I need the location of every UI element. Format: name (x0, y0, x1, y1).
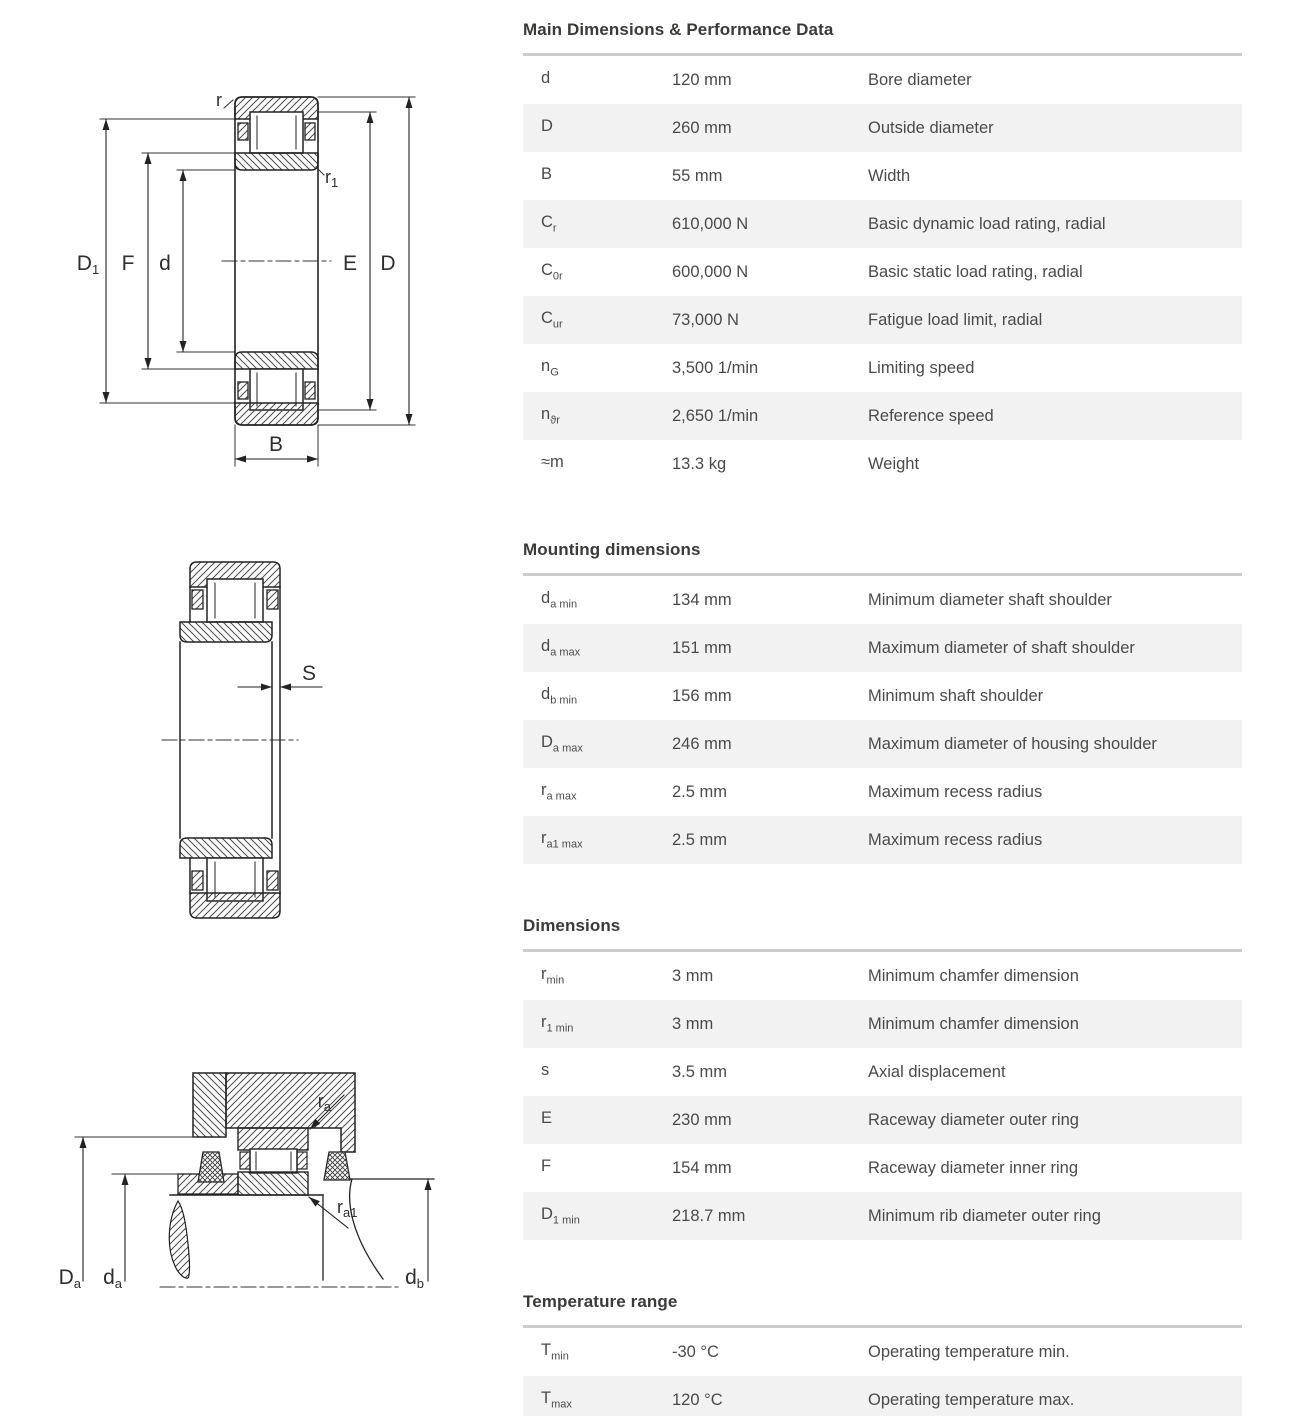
mounting-drawing (59, 1073, 434, 1291)
label-r1: $r_1$ (325, 167, 339, 190)
spec-row (523, 768, 1242, 816)
value-cell: 610,000 N (672, 214, 749, 233)
description-cell: Bore diameter (868, 70, 972, 89)
spec-row (523, 672, 1242, 720)
value-cell: 156 mm (672, 686, 732, 705)
value-cell: 3,500 1/min (672, 358, 759, 377)
symbol-cell: $C_{ur}$ (541, 309, 563, 331)
section-title: Temperature range (523, 1292, 678, 1311)
description-cell: Operating temperature min. (868, 1342, 1070, 1361)
label-B: B (268, 433, 284, 456)
description-cell: Basic dynamic load rating, radial (868, 214, 1106, 233)
outer-ring-bottom (235, 403, 318, 425)
spec-row (523, 1144, 1242, 1192)
value-cell: 2,650 1/min (672, 406, 759, 425)
description-cell: Axial displacement (868, 1062, 1006, 1081)
spec-section (523, 1292, 1242, 1416)
label-F: F (121, 252, 135, 275)
inner-ring-bottom (180, 838, 272, 858)
value-cell: 13.3 kg (672, 454, 727, 473)
technical-drawings (0, 0, 520, 1416)
spec-row (523, 1328, 1242, 1376)
symbol-cell: $C_r$ (541, 213, 557, 235)
outer-ring-bottom (190, 893, 280, 918)
roller-top (250, 112, 303, 153)
label-d: d (159, 252, 171, 275)
section-rows (523, 949, 1242, 1240)
value-cell: 154 mm (672, 1158, 732, 1177)
symbol-cell: ≈m (541, 453, 564, 472)
label-s: S (302, 662, 317, 685)
value-cell: 120 mm (672, 70, 732, 89)
symbol-cell: E (541, 1109, 553, 1128)
value-cell: 3 mm (672, 966, 714, 985)
label-r: r (216, 90, 222, 110)
spec-row (523, 296, 1242, 344)
shaft-step-curve (350, 1179, 383, 1279)
description-cell: Minimum chamfer dimension (868, 1014, 1079, 1033)
label-D1: D1 (76, 252, 100, 277)
section-title: Main Dimensions & Performance Data (523, 20, 834, 39)
spec-row (523, 56, 1242, 104)
value-cell: 134 mm (672, 590, 732, 609)
section-rows (523, 1325, 1242, 1416)
symbol-cell: d (541, 69, 551, 88)
spec-row (523, 104, 1242, 152)
spec-row (523, 200, 1242, 248)
description-cell: Fatigue load limit, radial (868, 310, 1043, 329)
spec-row (523, 1192, 1242, 1240)
bearing-drawings-svg (0, 0, 520, 1416)
section-title: Mounting dimensions (523, 540, 701, 559)
roller (250, 1149, 297, 1173)
description-cell: Operating temperature max. (868, 1390, 1075, 1409)
spec-row (523, 576, 1242, 624)
symbol-cell: F (541, 1157, 552, 1176)
spec-row (523, 624, 1242, 672)
spec-row (523, 152, 1242, 200)
spec-row (523, 1000, 1242, 1048)
description-cell: Raceway diameter inner ring (868, 1158, 1079, 1177)
description-cell: Minimum rib diameter outer ring (868, 1206, 1101, 1225)
value-cell: 218.7 mm (672, 1206, 746, 1225)
spec-row (523, 248, 1242, 296)
spec-tables (523, 20, 1242, 1416)
description-cell: Minimum diameter shaft shoulder (868, 590, 1112, 609)
spec-row (523, 1376, 1242, 1416)
description-cell: Maximum recess radius (868, 782, 1043, 801)
description-cell: Maximum recess radius (868, 830, 1043, 849)
housing-cap (193, 1073, 226, 1137)
description-cell: Limiting speed (868, 358, 975, 377)
spec-section (523, 540, 1242, 864)
symbol-cell: $d_{a min}$ (541, 589, 578, 611)
spec-row (523, 952, 1242, 1000)
section-rows (523, 53, 1242, 488)
description-cell: Minimum shaft shoulder (868, 686, 1044, 705)
value-cell: 2.5 mm (672, 782, 728, 801)
description-cell: Width (868, 166, 911, 185)
description-cell: Minimum chamfer dimension (868, 966, 1079, 985)
spec-row (523, 344, 1242, 392)
value-cell: 120 °C (672, 1390, 723, 1409)
description-cell: Weight (868, 454, 920, 473)
value-cell: 2.5 mm (672, 830, 728, 849)
inner-ring-top (235, 153, 318, 170)
value-cell: 73,000 N (672, 310, 739, 329)
section-rows (523, 573, 1242, 864)
description-cell: Maximum diameter of shaft shoulder (868, 638, 1135, 657)
spec-row (523, 1048, 1242, 1096)
value-cell: 600,000 N (672, 262, 749, 281)
symbol-cell: $C_{0r}$ (541, 261, 563, 283)
spec-row (523, 392, 1242, 440)
spec-row (523, 1096, 1242, 1144)
description-cell: Basic static load rating, radial (868, 262, 1083, 281)
section-title: Dimensions (523, 916, 621, 935)
description-cell: Maximum diameter of housing shoulder (868, 734, 1157, 753)
axial-displacement-drawing (162, 562, 322, 918)
shaft-fillet (169, 1201, 189, 1278)
symbol-cell: $D_{1 min}$ (541, 1205, 580, 1227)
label-ra: $r_a$ (317, 1091, 331, 1114)
label-D: D (380, 252, 396, 275)
value-cell: 3 mm (672, 1014, 714, 1033)
symbol-cell: D (541, 117, 553, 136)
description-cell: Outside diameter (868, 118, 994, 137)
value-cell: 3.5 mm (672, 1062, 728, 1081)
label-Da: Da (58, 1266, 81, 1291)
label-da: da (103, 1266, 122, 1291)
symbol-cell: $r_{a max}$ (541, 781, 577, 803)
outer-ring (238, 1128, 308, 1150)
description-cell: Reference speed (868, 406, 994, 425)
spec-section (523, 20, 1242, 488)
value-cell: 230 mm (672, 1110, 732, 1129)
label-db: db (405, 1266, 424, 1291)
spec-row (523, 816, 1242, 864)
front-view-drawing (77, 90, 415, 466)
spec-section (523, 916, 1242, 1240)
label-E: E (342, 252, 358, 275)
inner-ring-top (180, 622, 272, 642)
symbol-cell: $d_{b min}$ (541, 685, 578, 707)
value-cell: 260 mm (672, 118, 732, 137)
value-cell: 55 mm (672, 166, 723, 185)
symbol-cell: s (541, 1061, 550, 1080)
description-cell: Raceway diameter outer ring (868, 1110, 1079, 1129)
value-cell: 246 mm (672, 734, 732, 753)
inner-ring (238, 1172, 308, 1195)
bearing-section (222, 97, 331, 425)
label-ra1: $r_{a1}$ (337, 1197, 358, 1220)
value-cell: 151 mm (672, 638, 732, 657)
symbol-cell: $d_{a max}$ (541, 637, 581, 659)
symbol-cell: $T_{min}$ (541, 1341, 569, 1363)
value-cell: -30 °C (672, 1342, 719, 1361)
symbol-cell: $D_{a max}$ (541, 733, 583, 755)
spec-row (523, 440, 1242, 488)
spec-row (523, 720, 1242, 768)
symbol-cell: $r_{1 min}$ (541, 1013, 574, 1035)
symbol-cell: $r_{min}$ (541, 965, 565, 987)
symbol-cell: $T_{max}$ (541, 1389, 572, 1411)
symbol-cell: $r_{a1 max}$ (541, 829, 583, 851)
inner-ring-bottom (235, 352, 318, 369)
symbol-cell: $n_G$ (541, 357, 559, 379)
symbol-cell: B (541, 165, 553, 184)
symbol-cell: $n_{ϑr}$ (541, 405, 560, 427)
